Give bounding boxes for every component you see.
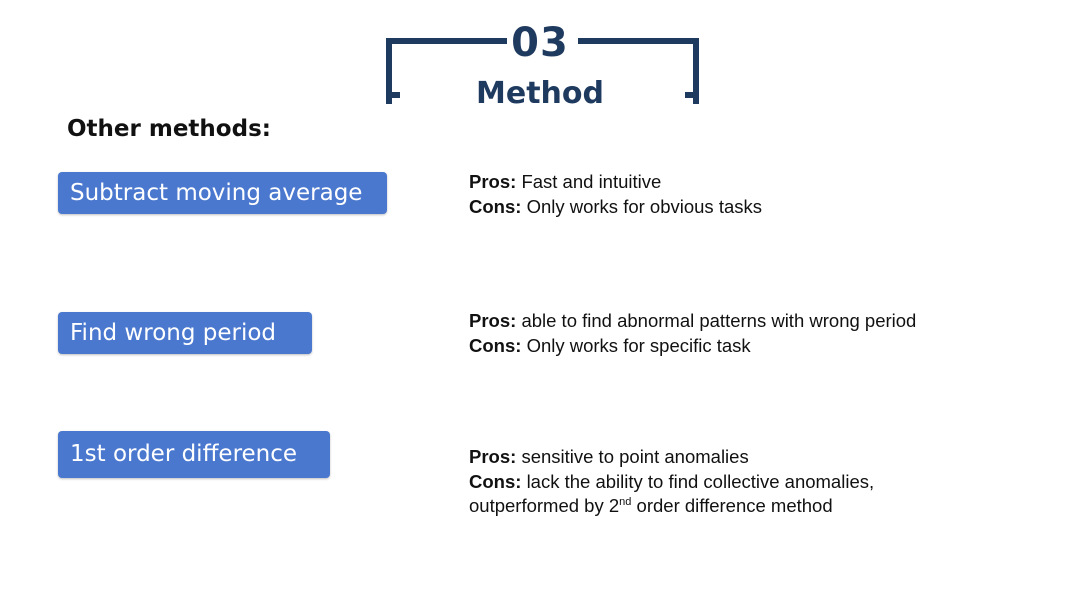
cons-continuation-line [469, 494, 874, 519]
method-subtract-moving-average-button[interactable]: Subtract moving average [58, 172, 387, 214]
proscons-block-2 [469, 309, 916, 358]
cons-label: Cons: [469, 470, 522, 492]
cons-text: lack the ability to find collective anomalies, [526, 470, 875, 492]
header-bracket-tick-right [685, 92, 699, 98]
cons-line [469, 470, 874, 495]
section-number: 03 [511, 20, 569, 66]
pros-text: sensitive to point anomalies [521, 446, 749, 467]
section-title: Method [476, 76, 604, 111]
pros-line [469, 445, 874, 470]
pros-label: Pros: [469, 171, 517, 192]
cons-cont-post: order difference method [631, 495, 833, 516]
pros-label: Pros: [469, 310, 517, 331]
cons-cont-pre: outperformed by 2 [469, 495, 620, 516]
method-first-order-difference-button[interactable]: 1st order difference [58, 431, 330, 478]
pros-label: Pros: [469, 446, 517, 467]
subheading: Other methods: [67, 116, 271, 142]
proscons-block-3 [469, 445, 874, 519]
ordinal-suffix: nd [619, 495, 632, 508]
cons-line [469, 195, 762, 220]
pros-line [469, 309, 916, 334]
proscons-block-1 [469, 170, 762, 219]
method-find-wrong-period-button[interactable]: Find wrong period [58, 312, 312, 354]
pros-line [469, 170, 762, 195]
cons-text: Only works for obvious tasks [526, 195, 763, 217]
cons-line [469, 334, 916, 359]
cons-label: Cons: [469, 195, 522, 217]
cons-text: Only works for specific task [526, 334, 751, 356]
cons-label: Cons: [469, 334, 522, 356]
pros-text: Fast and intuitive [521, 171, 662, 192]
header-bracket-tick-left [386, 92, 400, 98]
pros-text: able to find abnormal patterns with wrong period [521, 310, 917, 331]
